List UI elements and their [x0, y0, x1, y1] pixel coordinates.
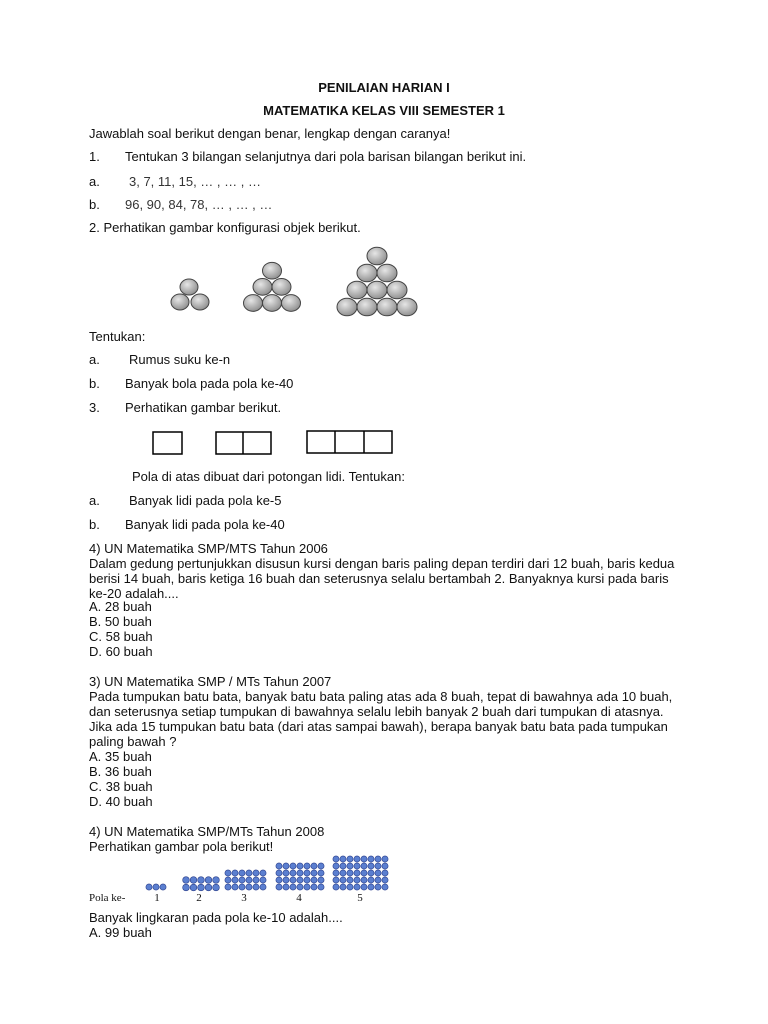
- circle-icon: [253, 870, 259, 876]
- q5-option-b: B. 36 buah: [89, 764, 152, 779]
- circle-icon: [239, 870, 245, 876]
- q3-b-text: Banyak lidi pada pola ke-40: [125, 517, 285, 532]
- q2-tentukan: Tentukan:: [89, 329, 146, 344]
- circle-icon: [382, 877, 388, 883]
- pattern-3-squares: [307, 431, 392, 453]
- circle-icon: [276, 863, 282, 869]
- circle-icon: [190, 877, 197, 884]
- circle-icon: [205, 877, 212, 884]
- q1-number: 1.: [89, 149, 100, 164]
- ball-icon: [282, 295, 301, 312]
- circle-icon: [340, 877, 346, 883]
- pattern-1-squares: [153, 432, 182, 454]
- circle-icon: [283, 877, 289, 883]
- circle-icon: [361, 884, 367, 890]
- circle-icon: [246, 884, 252, 890]
- pola-number-3: 3: [241, 892, 247, 904]
- circle-icon: [260, 877, 266, 883]
- circle-icon: [198, 877, 205, 884]
- ball-icon: [387, 281, 407, 299]
- circle-icon: [340, 863, 346, 869]
- circle-icon: [290, 884, 296, 890]
- circle-icon: [382, 884, 388, 890]
- instruction: Jawablah soal berikut dengan benar, lengkap dengan caranya!: [89, 126, 451, 141]
- q6-option-a: A. 99 buah: [89, 925, 152, 940]
- q4-option-b: B. 50 buah: [89, 614, 152, 629]
- ball-icon: [263, 295, 282, 312]
- circle-icon: [333, 863, 339, 869]
- circle-icon: [205, 884, 212, 891]
- circle-icon: [354, 877, 360, 883]
- circle-icon: [297, 863, 303, 869]
- title-line-2: MATEMATIKA KELAS VIII SEMESTER 1: [263, 103, 505, 118]
- ball-icon: [347, 281, 367, 299]
- circle-icon: [382, 870, 388, 876]
- ball-icon: [377, 298, 397, 316]
- circle-pattern-figure: [146, 856, 388, 891]
- circle-icon: [153, 884, 159, 890]
- circle-icon: [225, 870, 231, 876]
- circle-icon: [368, 863, 374, 869]
- circle-icon: [225, 877, 231, 883]
- q3-number: 3.: [89, 400, 100, 415]
- q4-option-c: C. 58 buah: [89, 629, 153, 644]
- circle-icon: [276, 870, 282, 876]
- q3-a: [89, 493, 282, 508]
- q3-a-label: a.: [89, 493, 100, 508]
- q5-option-a: A. 35 buah: [89, 749, 152, 764]
- circle-icon: [232, 884, 238, 890]
- q2-text: 2. Perhatikan gambar konfigurasi objek berikut.: [89, 220, 361, 235]
- ball-icon: [337, 298, 357, 316]
- circle-icon: [283, 863, 289, 869]
- circle-icon: [260, 884, 266, 890]
- circle-icon: [361, 870, 367, 876]
- ball-icon: [357, 298, 377, 316]
- circle-icon: [347, 884, 353, 890]
- ball-icon: [357, 264, 377, 282]
- circle-icon: [375, 856, 381, 862]
- circle-icon: [246, 877, 252, 883]
- circle-icon: [347, 877, 353, 883]
- q2-a-label: a.: [89, 352, 100, 367]
- circle-icon: [283, 870, 289, 876]
- circle-icon: [333, 877, 339, 883]
- pola-number-1: 1: [154, 892, 160, 904]
- circle-icon: [246, 870, 252, 876]
- q1-line: [89, 149, 526, 164]
- pola-number-4: 4: [296, 892, 302, 904]
- circle-icon: [311, 863, 317, 869]
- circle-icon: [290, 863, 296, 869]
- ball-icon: [397, 298, 417, 316]
- circle-icon: [368, 856, 374, 862]
- q3-line: [89, 400, 281, 415]
- q1-a-label: a.: [89, 174, 100, 189]
- ball-icon: [377, 264, 397, 282]
- circle-icon: [382, 856, 388, 862]
- circle-icon: [213, 877, 220, 884]
- ball-icon: [367, 247, 387, 265]
- circle-icon: [354, 870, 360, 876]
- q6-question: Banyak lingkaran pada pola ke-10 adalah....: [89, 910, 343, 925]
- circle-icon: [375, 863, 381, 869]
- circle-icon: [318, 877, 324, 883]
- q1-a-sequence: 3, 7, 11, 15, … , … , …: [129, 174, 261, 189]
- circle-icon: [190, 884, 197, 891]
- ball-icon: [367, 281, 387, 299]
- pola-number-2: 2: [196, 892, 202, 904]
- circle-icon: [340, 856, 346, 862]
- q4-heading: 4) UN Matematika SMP/MTS Tahun 2006: [89, 541, 328, 556]
- circle-icon: [304, 884, 310, 890]
- circle-icon: [347, 863, 353, 869]
- ball-icon: [171, 294, 189, 310]
- circle-icon: [354, 884, 360, 890]
- ball-icon: [244, 295, 263, 312]
- pola-label: Pola ke-: [89, 892, 126, 904]
- circle-icon: [333, 884, 339, 890]
- circle-icon: [347, 870, 353, 876]
- circle-icon: [361, 856, 367, 862]
- circle-icon: [290, 877, 296, 883]
- ball-icon: [180, 279, 198, 295]
- circle-icon: [213, 884, 220, 891]
- circle-icon: [318, 884, 324, 890]
- circle-icon: [304, 870, 310, 876]
- circle-icon: [232, 877, 238, 883]
- circle-icon: [183, 877, 190, 884]
- q5-option-d: D. 40 buah: [89, 794, 153, 809]
- circle-icon: [239, 877, 245, 883]
- q5-heading: 3) UN Matematika SMP / MTs Tahun 2007: [89, 674, 332, 689]
- circle-icon: [354, 856, 360, 862]
- circle-icon: [311, 870, 317, 876]
- circle-icon: [354, 863, 360, 869]
- circle-icon: [333, 856, 339, 862]
- q5-body: Pada tumpukan batu bata, banyak batu bata paling atas ada 8 buah, tepat di bawahnya ada 10 buah, dan seterusnya setiap tumpukan di bawahnya selalu lebih banyak 2 buah dari tumpukan di atasnya. Jika ada 15 tumpukan batu bata (dari atas sampai bawah), berapa banyak batu bata pada tumpukan paling bawah ?: [89, 689, 673, 749]
- title-line-1: PENILAIAN HARIAN I: [318, 80, 450, 95]
- circle-icon: [290, 870, 296, 876]
- circle-icon: [368, 884, 374, 890]
- circle-icon: [361, 863, 367, 869]
- q6-heading: 4) UN Matematika SMP/MTs Tahun 2008: [89, 824, 325, 839]
- q6-intro: Perhatikan gambar pola berikut!: [89, 839, 274, 854]
- circle-icon: [239, 884, 245, 890]
- q1-a: [89, 174, 261, 189]
- circle-icon: [304, 863, 310, 869]
- circle-icon: [276, 884, 282, 890]
- q4-option-a: A. 28 buah: [89, 599, 152, 614]
- q2-a: [89, 352, 230, 367]
- q3-sub: Pola di atas dibuat dari potongan lidi. Tentukan:: [132, 469, 405, 484]
- q1-text: Tentukan 3 bilangan selanjutnya dari pola barisan bilangan berikut ini.: [125, 149, 527, 164]
- circle-icon: [253, 884, 259, 890]
- q4-option-d: D. 60 buah: [89, 644, 153, 659]
- q3-text: Perhatikan gambar berikut.: [125, 400, 282, 415]
- circle-icon: [340, 870, 346, 876]
- circle-icon: [340, 884, 346, 890]
- circle-icon: [368, 870, 374, 876]
- circle-icon: [160, 884, 166, 890]
- q2-b: [89, 376, 293, 391]
- q2-b-label: b.: [89, 376, 100, 391]
- ball-icon: [263, 262, 282, 279]
- circle-icon: [361, 877, 367, 883]
- circle-icon: [318, 870, 324, 876]
- ball-icon: [272, 278, 291, 295]
- circle-icon: [183, 884, 190, 891]
- q1-b: [89, 197, 272, 212]
- circle-icon: [368, 877, 374, 883]
- q2-b-text: Banyak bola pada pola ke-40: [125, 376, 294, 391]
- circle-icon: [232, 870, 238, 876]
- q3-b-label: b.: [89, 517, 100, 532]
- pola-number-5: 5: [357, 892, 363, 904]
- circle-icon: [347, 856, 353, 862]
- circle-icon: [375, 870, 381, 876]
- circle-icon: [333, 870, 339, 876]
- circle-icon: [375, 884, 381, 890]
- circle-icon: [198, 884, 205, 891]
- circle-icon: [283, 884, 289, 890]
- circle-icon: [318, 863, 324, 869]
- matchstick-figure: [153, 431, 392, 454]
- q3-a-text: Banyak lidi pada pola ke-5: [129, 493, 282, 508]
- circle-icon: [146, 884, 152, 890]
- q5-option-c: C. 38 buah: [89, 779, 153, 794]
- circle-icon: [297, 870, 303, 876]
- circle-icon: [304, 877, 310, 883]
- circle-icon: [225, 884, 231, 890]
- q3-b: [89, 517, 285, 532]
- circle-icon: [297, 884, 303, 890]
- q2-a-text: Rumus suku ke-n: [129, 352, 231, 367]
- q4-body: Dalam gedung pertunjukkan disusun kursi dengan baris paling depan terdiri dari 12 buah, baris kedua berisi 14 buah, baris ketiga 16 buah dan seterusnya selalu bertambah 2. Banyaknya kursi pada baris ke-20 adalah....: [89, 556, 675, 601]
- ball-icon: [191, 294, 209, 310]
- circle-icon: [297, 877, 303, 883]
- q1-b-label: b.: [89, 197, 100, 212]
- circle-icon: [253, 877, 259, 883]
- q1-b-sequence: 96, 90, 84, 78, … , … , …: [125, 197, 273, 212]
- circle-icon: [382, 863, 388, 869]
- circle-icon: [311, 884, 317, 890]
- circle-icon: [375, 877, 381, 883]
- circle-icon: [311, 877, 317, 883]
- pattern-2-squares: [216, 432, 271, 454]
- circle-icon: [276, 877, 282, 883]
- circle-icon: [260, 870, 266, 876]
- ball-icon: [253, 278, 272, 295]
